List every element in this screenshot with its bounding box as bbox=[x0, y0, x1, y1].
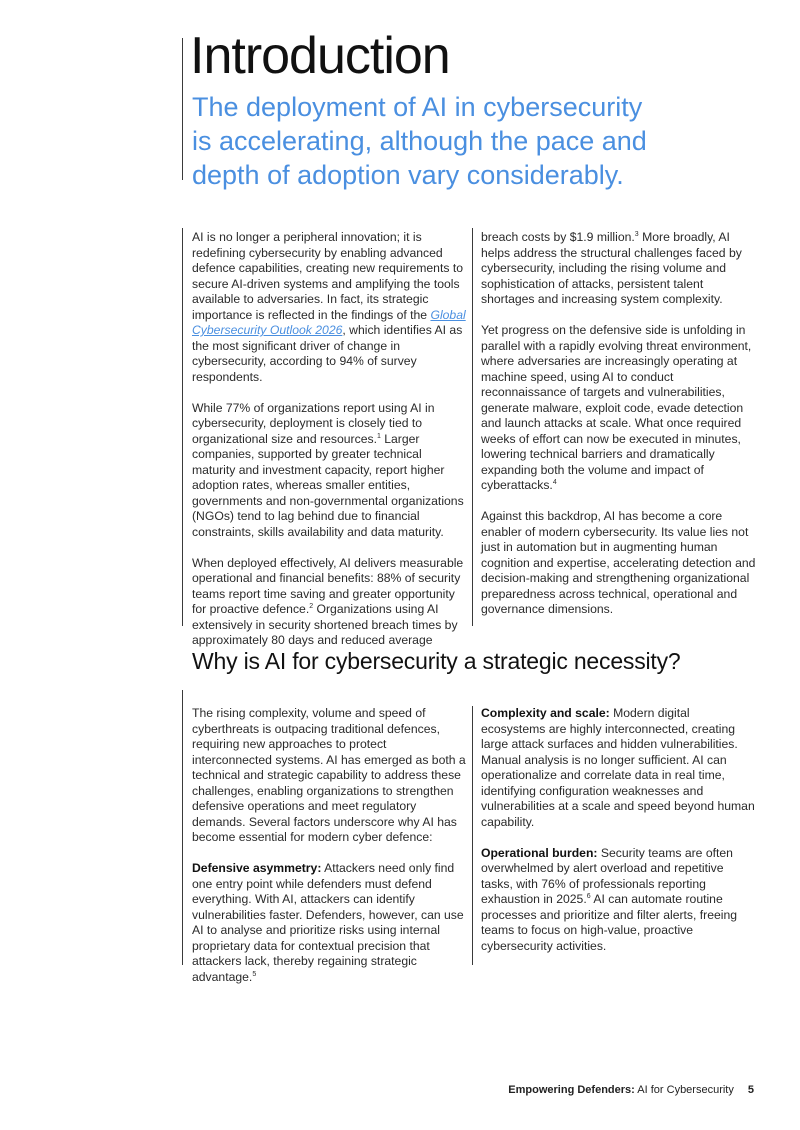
footnote-ref: 1 bbox=[376, 432, 381, 440]
intro-paragraph-4: breach costs by $1.9 million.$^3$ More broadly, AI helps address the structural challenges faced by cybersecurity, including the rising volume and sophistication of attacks, persistent talent shortages and increasing system complexity. bbox=[481, 230, 742, 306]
complexity-scale-paragraph: Complexity and scale: Modern digital ecosystems are highly interconnected, creating large attack surfaces and hidden vulnerabilities. Manual analysis is no longer sufficient. AI can operationalize and correlate data in real time, identifying configuration weaknesses and vulnerabilities at a scale and speed beyond human capability. bbox=[481, 706, 755, 829]
footnote-ref: 2 bbox=[309, 602, 314, 610]
page-number: 5 bbox=[747, 1084, 754, 1096]
footnote-ref: 6 bbox=[586, 892, 591, 900]
title-rule bbox=[182, 38, 183, 180]
intro-paragraph-6: Against this backdrop, AI has become a core enabler of modern cybersecurity. Its value lies not just in automation but in augmenting human cognition and expertise, accelerating detection and decision-making and strengthening organizational preparedness across technical, operational and governance dimensions. bbox=[481, 509, 756, 616]
section2-left-column bbox=[192, 706, 467, 985]
intro-paragraph-5: Yet progress on the defensive side is unfolding in parallel with a rapidly evolving threat environment, where adversaries are increasingly operating at machine speed, using AI to conduct reconnaissance of targets and vulnerabilities, generate malware, exploit code, evade detection and launch attacks at scale. What once required weeks of effort can now be executed in minutes, lowering technical barriers and dramatically expanding both the volume and impact of cyberattacks.$^4$ bbox=[481, 323, 752, 492]
footer-report-title: Empowering Defenders: bbox=[508, 1084, 635, 1096]
page-subtitle: The deployment of AI in cybersecurity is accelerating, although the pace and depth of adoption vary considerably. bbox=[192, 92, 647, 190]
section2-right-rule bbox=[472, 706, 473, 965]
operational-burden-label: Operational burden: bbox=[481, 845, 598, 860]
defensive-asymmetry-label: Defensive asymmetry: bbox=[192, 861, 322, 875]
footnote-ref: 5 bbox=[252, 970, 257, 978]
operational-burden-paragraph: Operational burden: Security teams are often overwhelmed by alert overload and repetitive tasks, with 76% of professionals reporting exhaustion in 2025.$^6$ AI can automate routine processes and prioritize and filter alerts, freeing teams to focus on high-value, proactive cybersecurity activities. bbox=[481, 845, 738, 953]
intro-right-column bbox=[481, 230, 756, 618]
footer-report-subtitle: AI for Cybersecurity bbox=[634, 1084, 734, 1096]
page-footer bbox=[508, 1084, 754, 1096]
section-heading: Why is AI for cybersecurity a strategic necessity? bbox=[192, 648, 681, 674]
gco-2026-link[interactable]: Global Cybersecurity Outlook 2026 bbox=[192, 307, 466, 337]
section2-left-rule bbox=[182, 690, 183, 965]
page-title: Introduction bbox=[190, 27, 450, 85]
intro-paragraph-2: While 77% of organizations report using AI in cybersecurity, deployment is closely tied to organizational size and resources.$^1$ Larger companies, supported by greater technical maturity and investment capacity, report higher adoption rates, whereas smaller entities, governments and non-governmental organizations (NGOs) tend to lag behind due to financial constraints, skills availability and data maturity. bbox=[192, 400, 464, 539]
footnote-ref: 4 bbox=[552, 478, 557, 486]
footnote-ref: 3 bbox=[634, 230, 639, 238]
intro-left-column bbox=[192, 230, 467, 649]
defensive-asymmetry-paragraph: Defensive asymmetry: Attackers need only find one entry point while defenders must defend everything. With AI, attackers can identify vulnerabilities faster. Defenders, however, can use AI to analyse and prioritize risks using internal proprietary data for contextual precision that attackers lack, thereby regaining strategic advantage.$^5$ bbox=[192, 861, 464, 984]
complexity-scale-label: Complexity and scale: bbox=[481, 706, 610, 720]
intro-paragraph-3: When deployed effectively, AI delivers measurable operational and financial benefits: 88% of security teams report time saving and greater opportunity for proactive defence.$^2$ Organizations using AI extensively in security shortened breach times by approximately 80 days and reduced average bbox=[192, 555, 464, 647]
intro-left-rule bbox=[182, 228, 183, 626]
section2-paragraph-1: The rising complexity, volume and speed of cyberthreats is outpacing traditional defences, requiring new approaches to protect interconnected systems. AI has emerged as both a technical and strategic capability to address these challenges, enabling organizations to strengthen defensive operations and meet regulatory demands. Several factors underscore why AI has become essential for modern cyber defence: bbox=[192, 706, 466, 844]
intro-right-rule bbox=[472, 228, 473, 626]
intro-paragraph-1: AI is no longer a peripheral innovation; it is redefining cybersecurity by enabling advanced defence capabilities, creating new requirements to secure AI-driven systems and amplifying the tools available to adversaries. In fact, its strategic importance is reflected in the findings of the Global Cybersecurity Outlook 2026, which identifies AI as the most significant driver of change in cybersecurity, according to 94% of survey respondents. bbox=[192, 230, 466, 384]
section2-right-column bbox=[481, 706, 756, 954]
